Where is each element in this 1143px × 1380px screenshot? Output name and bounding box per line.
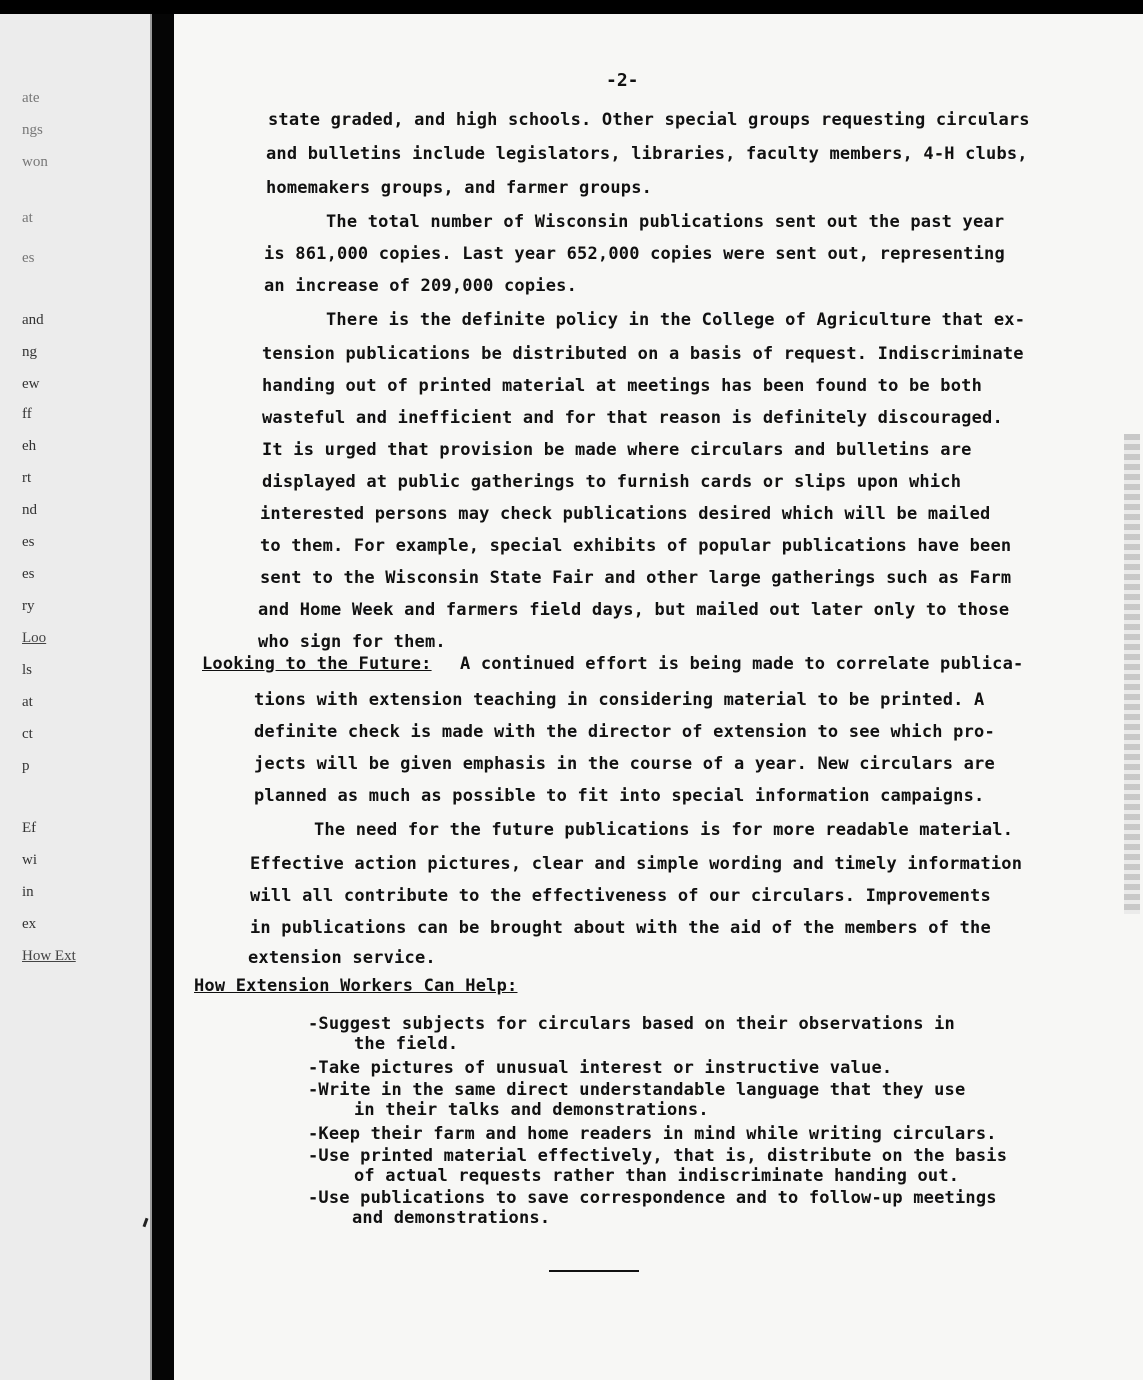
list-item-continuation: in their talks and demonstrations. xyxy=(354,1100,709,1120)
facing-page-edge xyxy=(0,14,152,1380)
section-heading-how-extension-workers-can-help: How Extension Workers Can Help: xyxy=(194,976,518,996)
body-line: interested persons may check publications desired which will be mailed xyxy=(260,504,991,524)
margin-fragment: Loo xyxy=(22,630,47,646)
body-line: It is urged that provision be made where circulars and bulletins are xyxy=(262,440,972,460)
margin-fragment: ry xyxy=(22,598,35,614)
margin-fragment: es xyxy=(22,566,35,582)
margin-fragment: ate xyxy=(22,90,40,106)
margin-fragment: ngs xyxy=(22,122,43,138)
body-line: state graded, and high schools. Other special groups requesting circulars xyxy=(268,110,1030,130)
body-line: in publications can be brought about with the aid of the members of the xyxy=(250,918,991,938)
margin-fragment: and xyxy=(22,312,44,328)
body-line: displayed at public gatherings to furnish cards or slips upon which xyxy=(262,472,962,492)
body-line: to them. For example, special exhibits of popular publications have been xyxy=(260,536,1012,556)
section-heading-looking-to-the-future: Looking to the Future: xyxy=(202,654,432,674)
margin-fragment: ff xyxy=(22,406,32,422)
margin-fragment: at xyxy=(22,694,33,710)
body-line: extension service. xyxy=(248,948,436,968)
list-item: -Take pictures of unusual interest or instructive value. xyxy=(308,1058,893,1078)
library-stamp xyxy=(1124,434,1140,914)
margin-fragment: won xyxy=(22,154,48,170)
book-gutter xyxy=(152,14,174,1380)
body-line: definite check is made with the director of extension to see which pro- xyxy=(254,722,995,742)
body-line: wasteful and inefficient and for that reason is definitely discouraged. xyxy=(262,408,1003,428)
body-line: and Home Week and farmers field days, but mailed out later only to those xyxy=(258,600,1010,620)
margin-fragment: at xyxy=(22,210,33,226)
margin-fragment: in xyxy=(22,884,34,900)
body-line: handing out of printed material at meetings has been found to be both xyxy=(262,376,983,396)
list-item: -Use publications to save correspondence and to follow-up meetings xyxy=(308,1188,997,1208)
body-line: There is the definite policy in the College of Agriculture that ex- xyxy=(326,310,1026,330)
list-item: -Suggest subjects for circulars based on their observations in xyxy=(308,1014,955,1034)
body-line: Effective action pictures, clear and simple wording and timely information xyxy=(250,854,1023,874)
body-line: jects will be given emphasis in the course of a year. New circulars are xyxy=(254,754,995,774)
body-line: will all contribute to the effectiveness of our circulars. Improvements xyxy=(250,886,991,906)
page-number: -2- xyxy=(606,70,639,91)
body-line: who sign for them. xyxy=(258,632,446,652)
margin-fragment: es xyxy=(22,250,35,266)
body-line: The total number of Wisconsin publications sent out the past year xyxy=(326,212,1005,232)
body-line: planned as much as possible to fit into special information campaigns. xyxy=(254,786,985,806)
closing-rule xyxy=(549,1270,639,1272)
margin-fragment: Ef xyxy=(22,820,37,836)
list-item-continuation: and demonstrations. xyxy=(352,1208,551,1228)
margin-fragment: ls xyxy=(22,662,33,678)
list-item: -Keep their farm and home readers in mind while writing circulars. xyxy=(308,1124,997,1144)
margin-fragment: es xyxy=(22,534,35,550)
body-line: A continued effort is being made to correlate publica- xyxy=(460,654,1024,674)
scan-top-border xyxy=(0,0,1143,14)
margin-fragment: wi xyxy=(22,852,37,868)
body-line: tions with extension teaching in considering material to be printed. A xyxy=(254,690,985,710)
document-page xyxy=(174,14,1143,1380)
body-line: is 861,000 copies. Last year 652,000 copies were sent out, representing xyxy=(264,244,1005,264)
margin-fragment: nd xyxy=(22,502,37,518)
margin-fragment: ng xyxy=(22,344,37,360)
body-line: and bulletins include legislators, libraries, faculty members, 4-H clubs, xyxy=(266,144,1028,164)
margin-fragment: ex xyxy=(22,916,37,932)
margin-fragment: rt xyxy=(22,470,32,486)
margin-fragment: eh xyxy=(22,438,37,454)
margin-fragment: ew xyxy=(22,376,40,392)
body-line: tension publications be distributed on a basis of request. Indiscriminate xyxy=(262,344,1024,364)
body-line: sent to the Wisconsin State Fair and other large gatherings such as Farm xyxy=(260,568,1012,588)
margin-fragment: ct xyxy=(22,726,33,742)
list-item: -Use printed material effectively, that is, distribute on the basis xyxy=(308,1146,1008,1166)
body-line: The need for the future publications is for more readable material. xyxy=(314,820,1014,840)
body-line: an increase of 209,000 copies. xyxy=(264,276,578,296)
list-item: -Write in the same direct understandable language that they use xyxy=(308,1080,966,1100)
list-item-continuation: of actual requests rather than indiscriminate handing out. xyxy=(354,1166,960,1186)
margin-fragment: p xyxy=(22,758,30,774)
body-line: homemakers groups, and farmer groups. xyxy=(266,178,653,198)
list-item-continuation: the field. xyxy=(354,1034,459,1054)
margin-fragment: How Ext xyxy=(22,948,76,964)
